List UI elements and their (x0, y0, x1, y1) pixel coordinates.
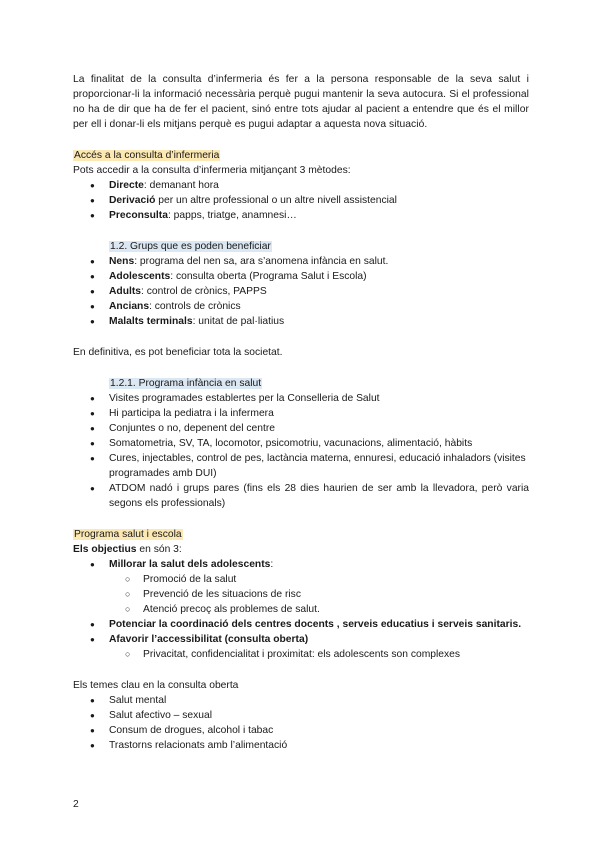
list-item-text: : demanant hora (143, 180, 219, 191)
objective-sublist (73, 572, 529, 617)
objective-suffix: : (270, 559, 274, 570)
objectives-list-cont (73, 617, 529, 647)
objective-label: Potenciar la coordinació dels centres docents , serveis educatius i serveis sanitaris. (109, 619, 522, 630)
list-item-term: Malalts terminals (109, 316, 193, 327)
list-item-text: per un altre professional o un altre nivell assistencial (155, 195, 397, 206)
objective-label: Millorar la salut dels adolescents (109, 559, 271, 570)
objectives-list (73, 557, 529, 572)
objective-item (73, 632, 529, 647)
escola-lead-text: en són 3: (136, 544, 182, 555)
list-item: ● Hi participa la pediatra i la infermera (73, 406, 529, 421)
objective-item (73, 557, 529, 572)
objective-sublist (73, 647, 529, 662)
list-item (73, 269, 529, 284)
escola-heading: Programa salut i escola (74, 529, 182, 540)
escola-lead (73, 542, 529, 557)
sub-list-item: ○ Atenció precoç als problemes de salut. (73, 602, 529, 617)
sub-list-item: ○ Promoció de la salut (73, 572, 529, 587)
list-item (73, 254, 529, 269)
list-item (73, 314, 529, 329)
list-item-text: : consulta oberta (Programa Salut i Escola) (170, 271, 367, 282)
list-item: ● ATDOM nadó i grups pares (fins els 28 dies haurien de ser amb la llevadora, però varia segons els professionals) (73, 481, 529, 511)
list-item: ● Consum de drogues, alcohol i tabac (73, 723, 529, 738)
list-item-term: Derivació (109, 195, 156, 206)
list-item-term: Adolescents (109, 271, 171, 282)
list-item (73, 193, 529, 208)
escola-lead-term: Els objectius (73, 544, 137, 555)
list-item-text: : papps, triatge, anamnesi… (167, 210, 297, 221)
access-heading: Accés a la consulta d’infermeria (74, 150, 220, 161)
groups-heading: 1.2. Grups que es poden beneficiar (110, 241, 271, 252)
list-item: ● Trastorns relacionats amb l’alimentació (73, 738, 529, 753)
list-item: ● Salut mental (73, 693, 529, 708)
list-item-term: Preconsulta (109, 210, 168, 221)
list-item-text: : programa del nen sa, ara s’anomena infància en salut. (134, 256, 389, 267)
list-item-text: : controls de crònics (149, 301, 241, 312)
list-item: ● Salut afectivo – sexual (73, 708, 529, 723)
escola-heading-line (73, 527, 529, 542)
intro-paragraph: La finalitat de la consulta d’infermeria és fer a la persona responsable de la seva salut i proporcionar-li la informació necessària perquè pugui mantenir la seva autocura. Si el professional no ha de dir que ha de fer el pacient, sinó entre tots ajudar al pacient a entendre que és el millor per ell i donar-li els mitjans perquè es pugui adaptar a aquesta nova situació. (73, 74, 529, 130)
page-number: 2 (73, 799, 79, 810)
sub-list-item: ○ Privacitat, confidencialitat i proximitat: els adolescents son complexes (73, 647, 529, 662)
infancia-list (73, 391, 529, 511)
infancia-heading: 1.2.1. Programa infància en salut (110, 378, 262, 389)
objective-label: Afavorir l’accessibilitat (consulta oberta) (109, 634, 309, 645)
list-item: ● Conjuntes o no, depenent del centre (73, 421, 529, 436)
list-item (73, 284, 529, 299)
access-methods-list (73, 178, 529, 223)
themes-list (73, 693, 529, 753)
list-item (73, 208, 529, 223)
sub-list-item: ○ Prevenció de les situacions de risc (73, 587, 529, 602)
groups-heading-line (73, 239, 529, 254)
list-item-term: Ancians (109, 301, 150, 312)
list-item-text: : unitat de pal·liatius (192, 316, 285, 327)
list-item-term: Adults (109, 286, 142, 297)
list-item-term: Nens (109, 256, 135, 267)
document-page (73, 72, 529, 753)
list-item (73, 178, 529, 193)
groups-conclusion: En definitiva, es pot beneficiar tota la societat. (73, 347, 283, 358)
list-item: ● Cures, injectables, control de pes, lactància materna, ennuresi, educació inhaladors (visites programades amb DUI) (73, 451, 529, 481)
groups-list (73, 254, 529, 329)
list-item: ● Somatometria, SV, TA, locomotor, psicomotriu, vacunacions, alimentació, hàbits (73, 436, 529, 451)
list-item (73, 299, 529, 314)
themes-lead: Els temes clau en la consulta oberta (73, 680, 239, 691)
access-heading-line (73, 148, 529, 163)
list-item: ● Visites programades establertes per la Conselleria de Salut (73, 391, 529, 406)
access-lead: Pots accedir a la consulta d’infermeria mitjançant 3 mètodes: (73, 165, 351, 176)
list-item-term: Directe (109, 180, 144, 191)
infancia-heading-line (73, 376, 529, 391)
list-item-text: : control de crònics, PAPPS (141, 286, 267, 297)
objective-item (73, 617, 529, 632)
